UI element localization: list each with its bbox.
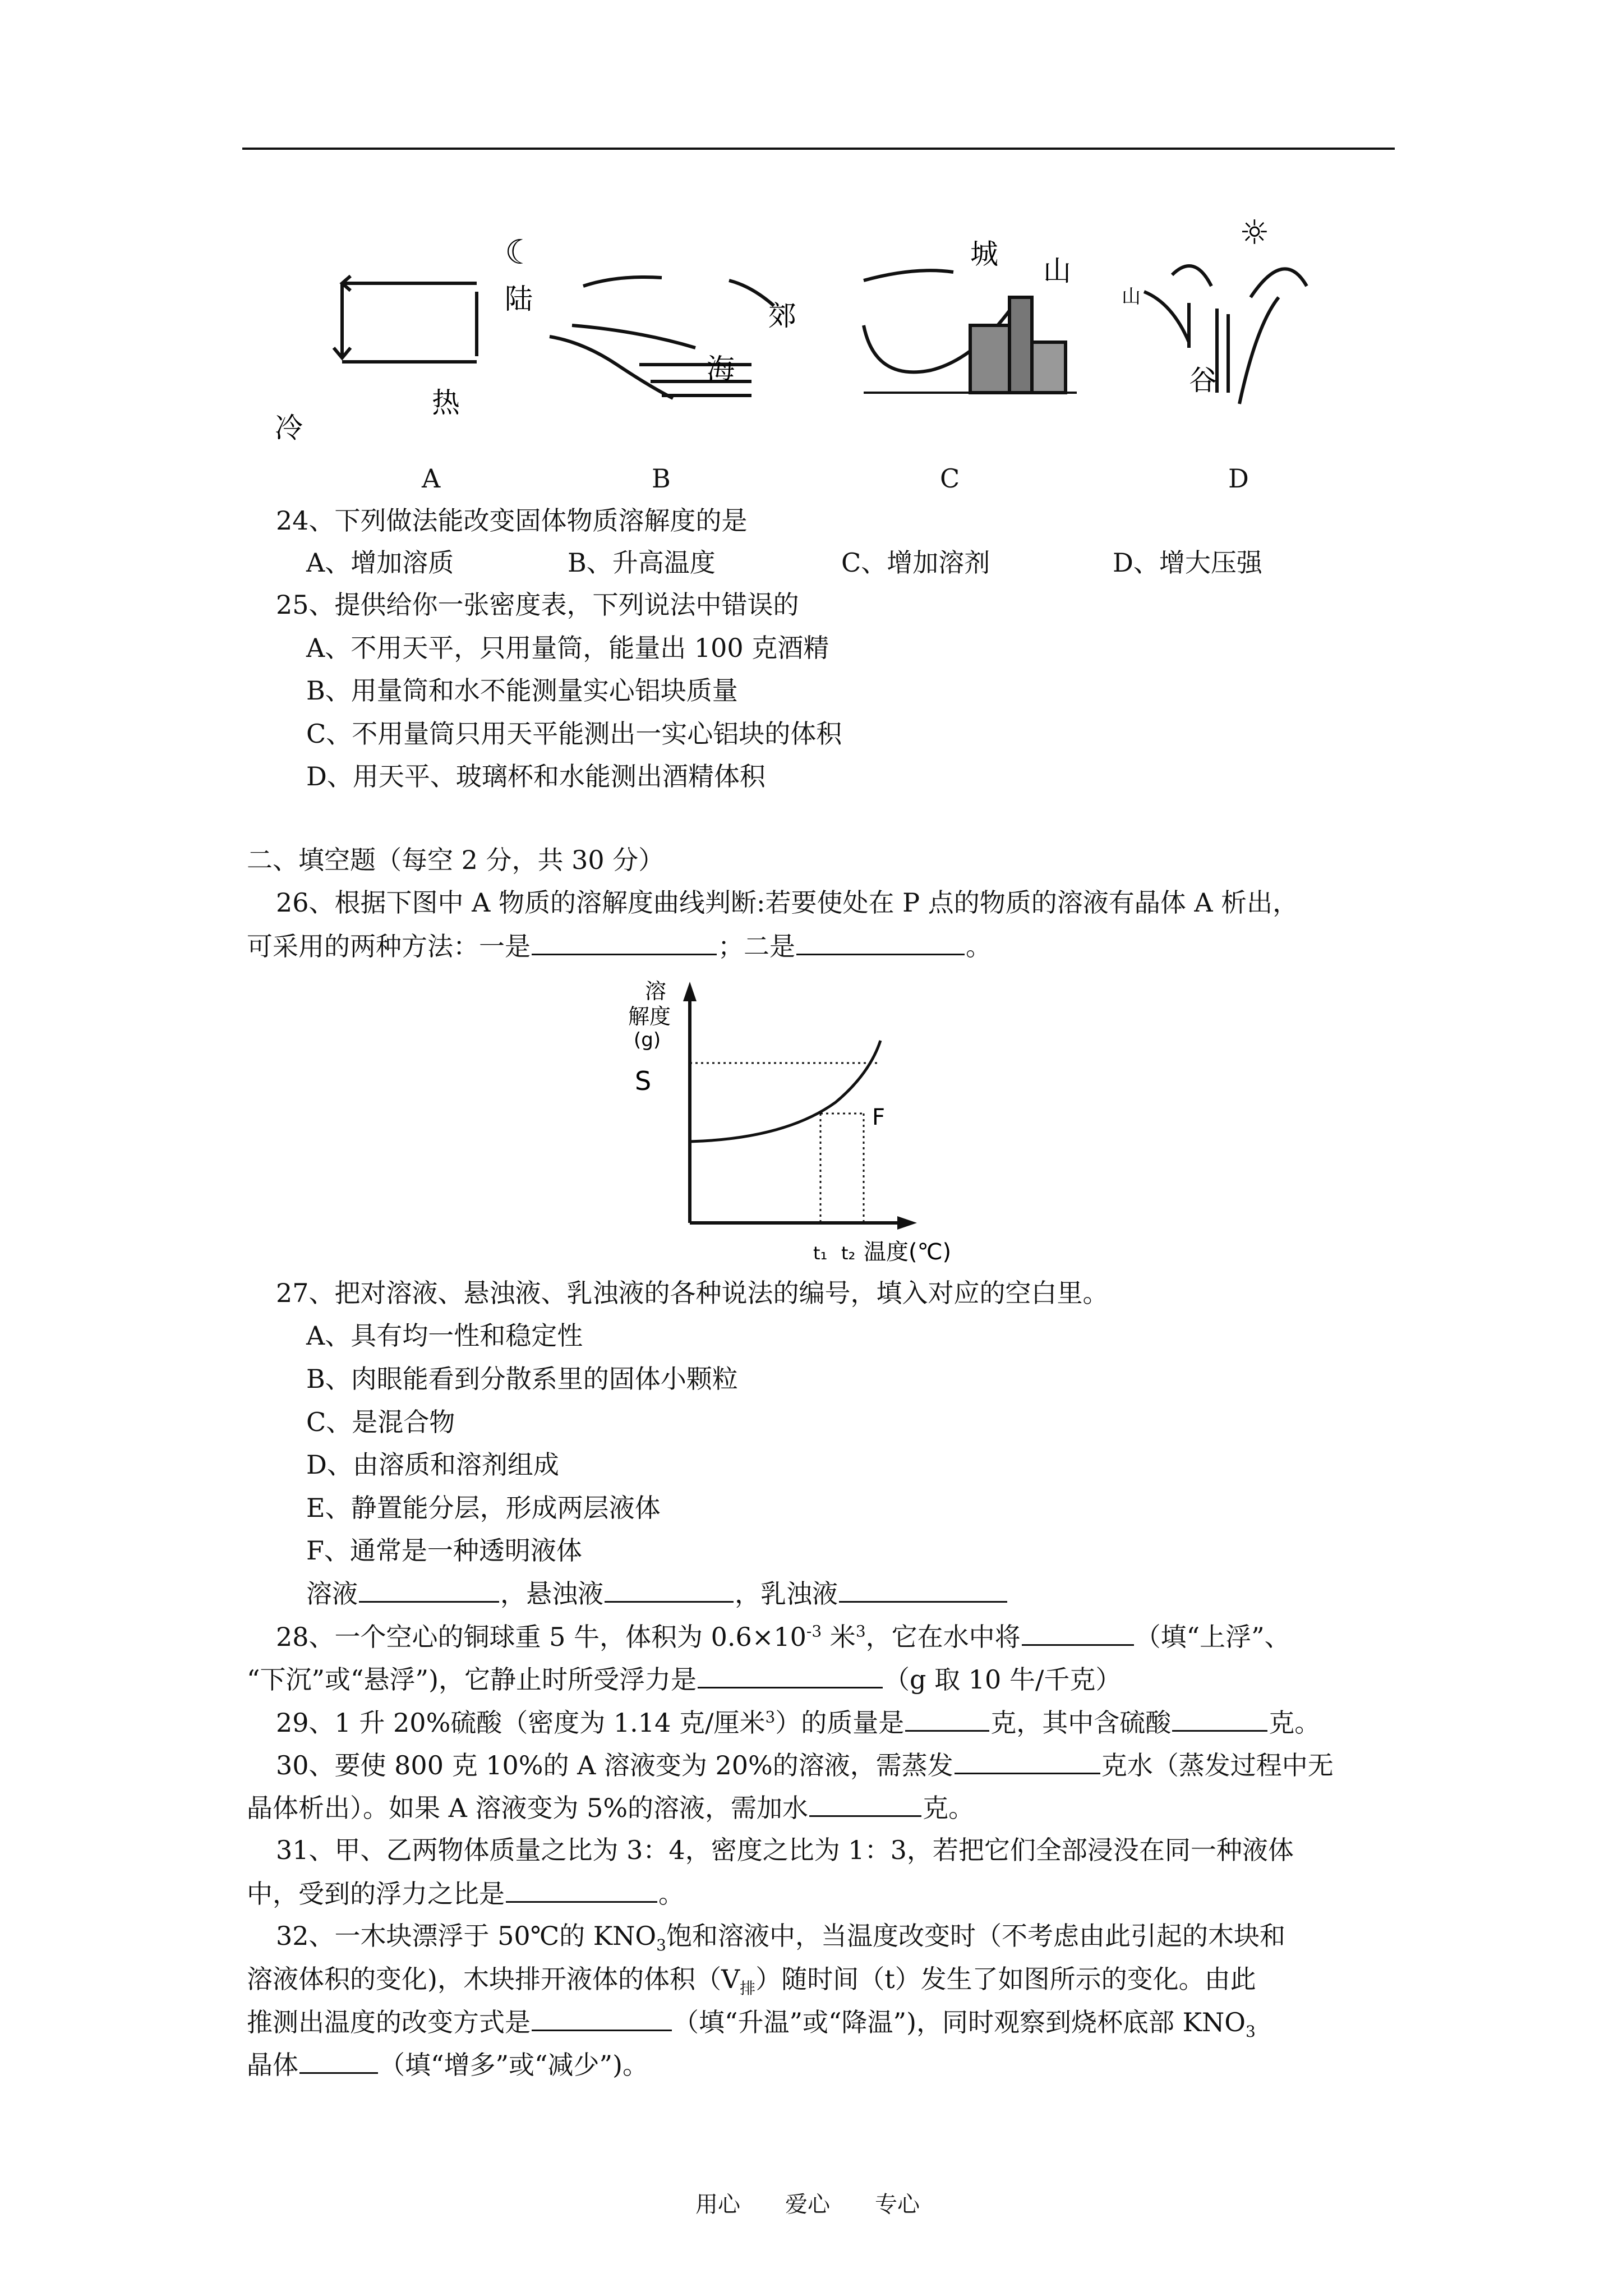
panel-c-diagram [864, 270, 1077, 393]
panel-a-letter: A [422, 463, 441, 494]
q32-line-3 [247, 2005, 1256, 2039]
footer-word-3: 专心 [875, 2192, 920, 2217]
graph-ylabel-2: 解度 [628, 1004, 671, 1029]
solubility-graph-svg [589, 979, 981, 1271]
q27-blank-emulsion[interactable] [839, 1576, 1007, 1603]
q32-text-h: （填“增多”或“减少”)。 [379, 2050, 649, 2080]
q27-option-d: D、由溶质和溶剂组成 [306, 1450, 559, 1480]
q31-text-b: 。 [658, 1879, 684, 1909]
q29-text-a: 29、1 升 20%硫酸（密度为 1.14 克/厘米 [276, 1708, 766, 1738]
graph-s-label: S [635, 1066, 652, 1096]
q31-line-2 [247, 1876, 684, 1911]
q31-text-a: 中，受到的浮力之比是 [247, 1879, 505, 1909]
q32-text-g: 晶体 [247, 2050, 298, 2080]
q32-text-c: 溶液体积的变化)，木块排开液体的体积（V [247, 1964, 740, 1994]
panel-d-mountain-label: 山 [1122, 286, 1141, 308]
q24-stem: 24、下列做法能改变固体物质溶解度的是 [276, 505, 748, 536]
q32-sub-3: 3 [1245, 2022, 1256, 2041]
q30-line-2 [247, 1791, 974, 1825]
q24-option-c: C、增加溶剂 [841, 547, 990, 578]
q28-text-b: 米 [822, 1622, 856, 1652]
graph-f-label: F [872, 1105, 886, 1130]
q27-option-c: C、是混合物 [306, 1407, 455, 1437]
figure-wind-circulation-svg [269, 213, 1424, 454]
panel-c-suburb-label: 郊 [768, 300, 796, 332]
q30-text-a: 30、要使 800 克 10%的 A 溶液变为 20%的溶液，需蒸发 [276, 1750, 953, 1780]
q32-line-1 [276, 1919, 1285, 1953]
panel-b-land-label: 陆 [505, 283, 533, 315]
q26-text-b: ；二是 [718, 931, 795, 961]
q29-line [276, 1705, 1320, 1740]
q30-line-1 [276, 1748, 1334, 1782]
q30-text-d: 克。 [923, 1793, 975, 1823]
solubility-curve [690, 1041, 880, 1142]
q32-text-d: ）随时间（t）发生了如图所示的变化。由此 [755, 1964, 1256, 1994]
q29-text-c: 克，其中含硫酸 [990, 1708, 1172, 1738]
panel-c-mountain-label: 山 [1043, 255, 1071, 287]
q24-option-b: B、升高温度 [568, 547, 716, 578]
q32-text-e: 推测出温度的改变方式是 [247, 2007, 531, 2037]
q29-text-b: ）的质量是 [775, 1708, 905, 1738]
graph-ylabel-3: (g) [634, 1029, 661, 1051]
q27-blank-solution[interactable] [359, 1576, 499, 1603]
graph-t2-label: t₂ [841, 1243, 856, 1264]
graph-t1-label: t₁ [813, 1243, 828, 1264]
solubility-graph [589, 979, 981, 1271]
panel-b-sea-label: 海 [707, 353, 735, 385]
panel-c-letter: C [940, 463, 960, 494]
q28-exp-2: 3 [855, 1622, 866, 1641]
q32-blank-2[interactable] [299, 2047, 378, 2074]
q31-blank[interactable] [506, 1876, 657, 1903]
q25-option-d: D、用天平、玻璃杯和水能测出酒精体积 [306, 761, 766, 792]
q29-blank-2[interactable] [1172, 1705, 1267, 1732]
q32-text-f: （填“升温”或“降温”)，同时观察到烧杯底部 KNO [673, 2007, 1246, 2037]
q32-line-4 [247, 2047, 648, 2082]
q26-blank-1[interactable] [532, 929, 717, 955]
q25-option-a: A、不用天平，只用量筒，能量出 100 克酒精 [306, 633, 829, 663]
q30-blank-1[interactable] [955, 1748, 1100, 1774]
q32-sub-2: 排 [740, 1979, 756, 1998]
q27-blank-suspension[interactable] [605, 1576, 734, 1603]
q25-stem: 25、提供给你一张密度表，下列说法中错误的 [276, 590, 799, 620]
panel-a-hot-label: 热 [432, 386, 460, 419]
q26-text-c: 。 [966, 931, 992, 961]
q29-exp: 3 [765, 1708, 776, 1727]
q30-text-c: 晶体析出）。如果 A 溶液变为 5%的溶液，需加水 [247, 1793, 809, 1823]
q26-line-1: 26、根据下图中 A 物质的溶解度曲线判断:若要使处在 P 点的物质的溶液有晶体 A 析出， [276, 887, 1299, 918]
q28-exp-1: -3 [806, 1622, 822, 1641]
y-axis-arrow [683, 982, 697, 1001]
graph-ylabel-1: 溶 [645, 979, 667, 1004]
q27-solution-label: 溶液 [306, 1579, 358, 1609]
q28-text-c: ，它在水中将 [865, 1622, 1021, 1652]
page-footer [673, 2188, 942, 2221]
q26-line-2 [247, 929, 992, 963]
q27-option-b: B、肉眼能看到分散系里的固体小颗粒 [306, 1364, 738, 1394]
section-2-title: 二、填空题（每空 2 分，共 30 分） [247, 845, 665, 875]
header-rule [242, 148, 1395, 150]
q29-text-d: 克。 [1269, 1708, 1321, 1738]
q32-blank-1[interactable] [532, 2005, 672, 2031]
q30-text-b: 克水（蒸发过程中无 [1101, 1750, 1334, 1780]
q27-emulsion-label: ，乳浊液 [735, 1579, 838, 1609]
q28-text-d: （填“上浮”、 [1135, 1622, 1290, 1652]
panel-d-letter: D [1228, 463, 1249, 494]
q27-suspension-label: ，悬浊液 [500, 1579, 603, 1609]
q32-sub-1: 3 [656, 1936, 666, 1955]
panel-b-diagram [550, 277, 774, 398]
q29-blank-1[interactable] [905, 1705, 989, 1732]
moon-icon: ☾ [505, 233, 535, 272]
panel-b-letter: B [652, 463, 671, 494]
q26-text-a: 可采用的两种方法：一是 [247, 931, 531, 961]
graph-xlabel: 温度(℃) [864, 1239, 952, 1265]
q27-stem: 27、把对溶液、悬浊液、乳浊液的各种说法的编号，填入对应的空白里。 [276, 1278, 1109, 1308]
footer-word-1: 用心 [695, 2192, 740, 2217]
sun-icon: ☼ [1239, 213, 1270, 252]
q25-option-c: C、不用量筒只用天平能测出一实心铝块的体积 [306, 719, 842, 749]
q32-line-2 [247, 1962, 1256, 1996]
panel-d-diagram [1144, 266, 1307, 404]
q32-text-b: 饱和溶液中，当温度改变时（不考虑由此引起的木块和 [666, 1921, 1285, 1951]
footer-word-2: 爱心 [785, 2192, 830, 2217]
x-axis-arrow [897, 1216, 917, 1230]
q28-blank-1[interactable] [1022, 1619, 1134, 1646]
panel-d-valley-label: 谷 [1189, 364, 1217, 397]
q27-answer-line [306, 1576, 1008, 1611]
q25-option-b: B、用量筒和水不能测量实心铝块质量 [306, 675, 738, 706]
q30-blank-2[interactable] [809, 1791, 921, 1817]
q27-option-f: F、通常是一种透明液体 [306, 1535, 582, 1566]
panel-a-cold-label: 冷 [275, 412, 303, 444]
q27-option-a: A、具有均一性和稳定性 [306, 1320, 583, 1351]
panel-a-diagram [334, 276, 477, 362]
q24-option-d: D、增大压强 [1113, 547, 1262, 578]
q31-line-1: 31、甲、乙两物体质量之比为 3：4，密度之比为 1：3，若把它们全部浸没在同一种液体 [276, 1835, 1294, 1865]
q28-text-e: “下沉”或“悬浮”)，它静止时所受浮力是 [247, 1664, 697, 1695]
q24-option-a: A、增加溶质 [306, 547, 454, 578]
q28-line-1 [276, 1619, 1290, 1654]
q28-line-2 [247, 1662, 1121, 1696]
q28-text-f: （g 取 10 牛/千克） [884, 1664, 1122, 1695]
q32-text-a: 32、一木块漂浮于 50℃的 KNO [276, 1921, 657, 1951]
q27-option-e: E、静置能分层，形成两层液体 [306, 1493, 661, 1523]
panel-c-city-label: 城 [970, 238, 998, 270]
figure-wind-circulation [269, 213, 1424, 454]
q26-blank-2[interactable] [796, 929, 965, 955]
q28-text-a: 28、一个空心的铜球重 5 牛，体积为 0.6×10 [276, 1622, 806, 1652]
q28-blank-2[interactable] [698, 1662, 883, 1688]
